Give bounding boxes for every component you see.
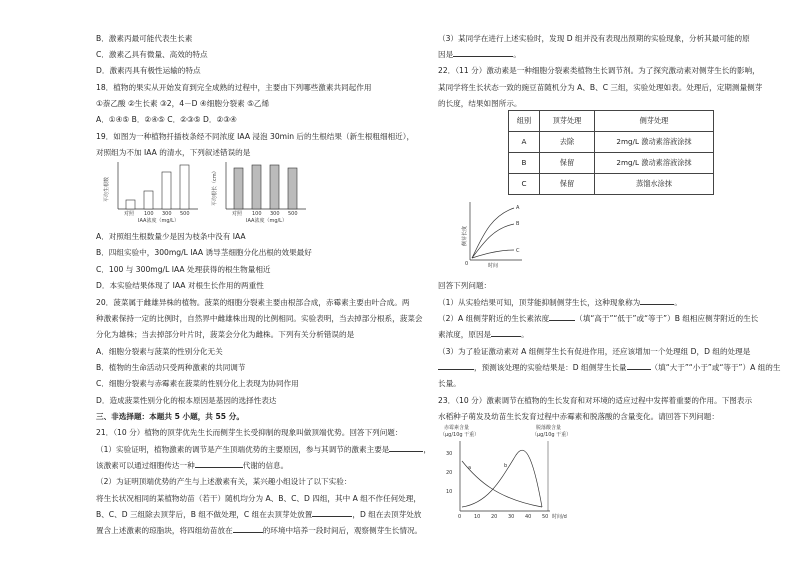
q19-option-c: C．100 与 300mg/L IAA 处理获得的根生物量相近 [96, 265, 271, 274]
curve-a-gibberellin-decline [462, 461, 542, 507]
chart1-ylabel: 平均生根数 [104, 176, 110, 202]
chart1-tick: 对照 [124, 211, 135, 217]
q18-answers: A．①④⑤ B．②④⑤ C．②③⑤ D．②③④ [96, 115, 237, 124]
q19-option-b: B．四组实验中，300mg/L IAA 诱导茎细胞分化出根的效果最好 [96, 248, 312, 257]
graph1-xlabel: 时间 [488, 263, 499, 268]
chart2-tick: 300 [270, 211, 280, 217]
answer-blank[interactable] [195, 458, 243, 468]
x-tick: 40 [525, 514, 532, 520]
q20-option-c: C．细胞分裂素与赤霉素在菠菜的性别分化上表现为协同作用 [96, 379, 299, 388]
q22-part3-line3: 长量。 [438, 379, 461, 388]
q22-part2-line1 [438, 311, 758, 328]
answer-blank[interactable] [453, 47, 513, 57]
q21-part1-text2: 该激素可以通过细胞传达一种 [96, 461, 195, 470]
q19-option-a: A．对照组生根数量少是因为枝条中没有 IAA [96, 232, 246, 241]
chart2-xlabel: IAA浓度（mg/L） [246, 218, 287, 224]
q21-part1-line1: （1）实验证明，植物激素的调节是产生顶端优势的主要原因，参与其调节的激素主要是 ， [96, 442, 431, 459]
root-length-chart [208, 160, 310, 224]
table-cell: 2mg/L 激动素溶液涂抹 [595, 153, 714, 174]
answer-blank[interactable] [438, 360, 474, 370]
q19-option-d: D．本实验结果体现了 IAA 对根生长作用的两重性 [96, 281, 264, 290]
q20-stem-line1: 20．菠菜属于雌雄异株的植物。菠菜的细胞分裂素主要由根部合成，赤霉素主要由叶合成。两 [96, 298, 410, 307]
q17-option-c: C．激素乙具有微量、高效的特点 [96, 50, 208, 59]
q23-stem-line1: 23．（10 分）激素调节在植物的生长发育和对环境的适应过程中发挥着重要的作用。下图表示 [438, 396, 753, 405]
q22-part2-text-b: （填“高于”“低于”或“等于”）B 组相应侧芽附近的生长 [575, 314, 759, 323]
y-tick: 10 [446, 489, 453, 495]
q22-part2-text: （2）A 组侧芽附近的生长素浓度 [438, 314, 550, 323]
table-cell: 保留 [540, 153, 595, 174]
q21-part2-intro: （2）为证明顶端优势的产生与上述激素有关，某兴趣小组设计了以下实验： [96, 477, 352, 486]
q20-option-b: B．植物的生命活动只受两种激素的共同调节 [96, 363, 246, 372]
q18-choices: ①萘乙酸 ②生长素 ③2，4－D ④细胞分裂素 ⑤乙烯 [96, 99, 270, 108]
q21-part2-text: B、C、D 三组除去顶芽后，B 组不做处理，C 组在去顶芽处放置 [96, 510, 313, 519]
q21-part2-line3 [96, 523, 422, 540]
q21-part3-line1: （3）某同学在进行上述实验时，发现 D 组并没有表现出预期的实验现象，分析其最可能的原 [438, 34, 750, 43]
answer-blank[interactable] [491, 327, 521, 337]
q21-part2-line1: 将生长状况相同的某植物幼苗（若干）随机均分为 A、B、C、D 四组，其中 A 组不作任何处理， [96, 494, 421, 503]
q20-option-d: D．造成菠菜性别分化的根本原因是基因的选择性表达 [96, 396, 277, 405]
table-row [509, 174, 714, 195]
table-cell: 保留 [540, 174, 595, 195]
curve-b [472, 224, 514, 258]
q19-stem-line2: 对照组为不加 IAA 的清水，下列叙述错误的是 [96, 148, 251, 157]
q21-part2-text-d: 的环境中培养一段时间后，观察侧芽生长情况。 [262, 526, 423, 535]
table-cell: C [509, 174, 540, 195]
chart1-bar-300 [162, 172, 171, 209]
q23-stem-line2: 水稻种子萌发及幼苗生长发育过程中赤霉素和脱落酸的含量变化。请回答下列问题： [438, 412, 719, 421]
table-cell: A [509, 132, 540, 153]
q21-stem: 21．（10 分）植物的顶芽优先生长而侧芽生长受抑制的现象叫做顶端优势。回答下列问题： [96, 428, 403, 437]
chart2-bar-100 [252, 165, 261, 209]
q21-part1-tail: 代谢的信息。 [242, 461, 289, 470]
answer-intro: 回答下列问题： [438, 281, 492, 290]
y-tick: 20 [446, 470, 453, 476]
abscisic-acid-label: 脱落酸含量 [536, 425, 562, 431]
q21-part3-line2: 因是 。 [438, 47, 521, 64]
table-header: 组别 [509, 111, 540, 132]
chart1-xlabel: IAA浓度（mg/L） [138, 218, 179, 224]
q17-option-b: B．激素丙最可能代表生长素 [96, 34, 193, 43]
q21-part2-text-b: ，D 组在去顶芽处放 [352, 510, 422, 519]
treatment-table [508, 110, 714, 195]
q22-stem-line3: 的长度，结果如图所示。 [438, 99, 522, 108]
hormone-content-graph [438, 421, 588, 525]
root-count-chart [100, 160, 202, 224]
q20-stem-line2: 种激素保持一定的比例时，自然界中雌雄株出现的比例相同。实验表明，当去掉部分根系，菠菜会 [96, 314, 423, 323]
q22-part3-text: ，预测该处理的实验结果是：D 组侧芽生长量 [474, 363, 627, 372]
q22-stem-line1: 22．（11 分）激动素是一种细胞分裂素类植物生长调节剂。为了探究激动素对侧芽生长的影响， [438, 66, 760, 75]
q19-stem-line1: 19．如图为一种植物扦插枝条经不同浓度 IAA 浸泡 30min 后的生根结果（新生根粗细相近）， [96, 132, 415, 141]
curve-label-c: C [516, 248, 520, 254]
section-title: 三、非选择题：本题共 5 小题，共 55 分。 [96, 412, 244, 421]
table-cell: 去除 [540, 132, 595, 153]
chart1-tick: 500 [180, 211, 190, 217]
x-tick: 10 [474, 514, 481, 520]
q21-part1-line2 [96, 458, 288, 475]
q21-part2-text-c: 置含上述激素的琼脂块，将四组幼苗放在 [96, 526, 233, 535]
bud-length-graph [460, 198, 530, 268]
q20-option-a: A．细胞分裂素与菠菜的性别分化无关 [96, 347, 223, 356]
table-cell: B [509, 153, 540, 174]
chart2-ylabel: 平均根长（cm） [212, 168, 218, 206]
y-tick: 30 [446, 451, 453, 457]
x-tick: 0 [458, 514, 462, 520]
q22-part2-text-c: 素浓度，原因是 [438, 330, 492, 339]
table-cell: 2mg/L 激动素溶液涂抹 [595, 132, 714, 153]
gibberellin-unit: （μg/10g 干重） [440, 432, 480, 438]
q20-stem-line3: 分化为雄株；当去掉部分叶片时，菠菜会分化为雌株。下列有关分析错误的是 [96, 330, 355, 339]
curve-label-b: b [504, 463, 508, 469]
curve-label-a: A [516, 205, 520, 211]
q21-part3-text: 因是 [438, 50, 454, 59]
graph1-ylabel: 侧芽长度 [462, 225, 468, 246]
q22-part3-line2 [438, 360, 780, 377]
table-row [509, 153, 714, 174]
q21-part2-line2 [96, 507, 421, 524]
chart1-tick: 100 [144, 211, 154, 217]
graph1-origin: 0 [465, 261, 469, 267]
answer-blank[interactable] [312, 507, 352, 517]
x-unit: 时间/d [552, 514, 567, 520]
q21-part1-text: （1）实验证明，植物激素的调节是产生顶端优势的主要原因，参与其调节的激素主要是 [96, 445, 390, 454]
q22-part3-text-b: （填“大于”“小于”或“等于”）A 组的生 [650, 363, 781, 372]
x-tick: 50 [542, 514, 549, 520]
gibberellin-label: 赤霉素含量 [444, 425, 470, 431]
table-cell: 蒸馏水涂抹 [595, 174, 714, 195]
chart2-bar-control [234, 168, 243, 209]
chart2-tick: 对照 [232, 211, 243, 217]
curve-c [472, 250, 514, 258]
answer-blank[interactable] [233, 523, 263, 533]
table-header: 侧芽处理 [595, 111, 714, 132]
table-header: 顶芽处理 [540, 111, 595, 132]
curve-label-b: B [516, 221, 520, 227]
q22-part2-line2: 素浓度，原因是 。 [438, 327, 529, 344]
q22-part1: （1）从实验结果可知，顶芽能抑制侧芽生长，这种现象称为 。 [438, 295, 682, 312]
table-row [509, 132, 714, 153]
q18-stem: 18．植物的果实从开始发育到完全成熟的过程中，主要由下列哪些激素共同起作用 [96, 83, 372, 92]
x-tick: 20 [491, 514, 498, 520]
x-tick: 30 [508, 514, 515, 520]
chart2-tick: 500 [288, 211, 298, 217]
chart1-tick: 300 [162, 211, 172, 217]
answer-blank[interactable] [627, 360, 651, 370]
answer-blank[interactable] [549, 311, 575, 321]
chart1-bar-100 [144, 191, 153, 209]
answer-blank[interactable] [389, 442, 423, 452]
table-header-row [509, 111, 714, 132]
chart2-bar-500 [288, 168, 297, 209]
abscisic-acid-unit: （μg/10g 干重） [532, 432, 572, 438]
curve-label-a: a [468, 465, 472, 471]
q22-stem-line2: 某同学将生长状态一致的豌豆苗随机分为 A、B、C 三组，实验处理如表。处理后，定期测量侧芽 [438, 83, 763, 92]
chart2-bar-300 [270, 165, 279, 209]
q17-option-d: D．激素丙具有极性运输的特点 [96, 66, 201, 75]
chart2-tick: 100 [252, 211, 262, 217]
q22-part3-line1: （3）为了验证激动素对 A 组侧芽生长有促进作用，还应该增加一个处理组 D，D 组的处理是 [438, 347, 751, 356]
chart1-bar-control [126, 200, 135, 209]
q22-part1-text: （1）从实验结果可知，顶芽能抑制侧芽生长，这种现象称为 [438, 298, 641, 307]
curve-b-abscisic-rise [462, 450, 542, 507]
chart1-bar-500 [180, 165, 189, 209]
answer-blank[interactable] [640, 295, 674, 305]
